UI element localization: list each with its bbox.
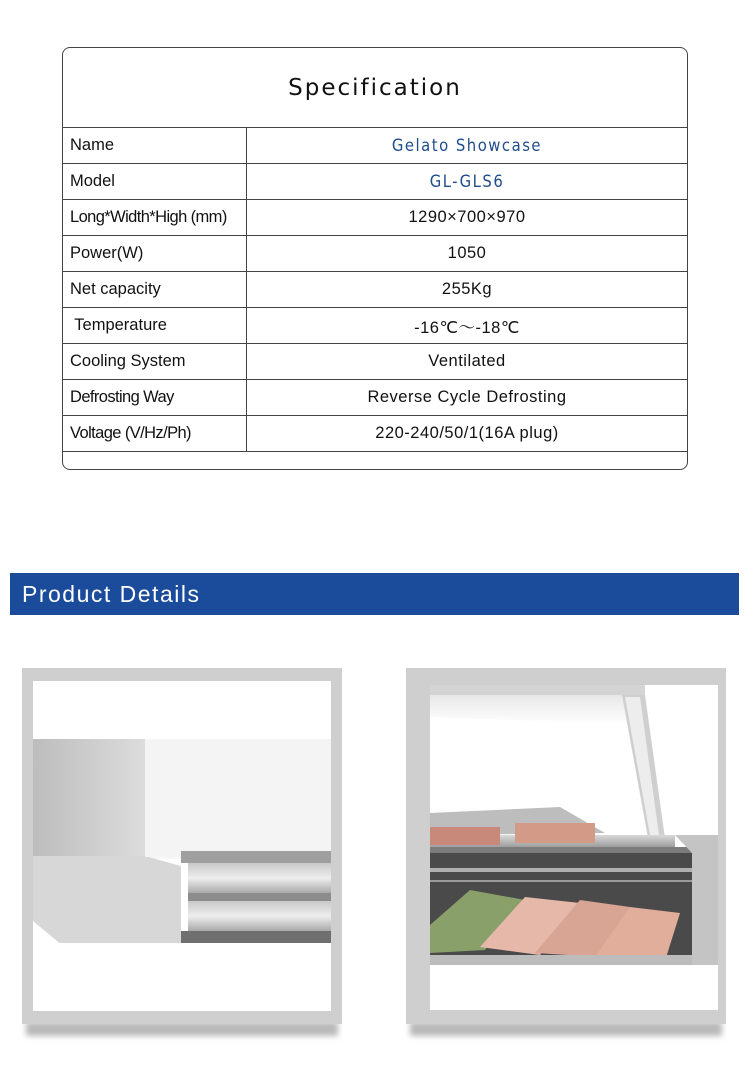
spec-row-temperature [63, 308, 687, 344]
spec-value: 1050 [447, 244, 487, 262]
product-details-heading: Product Details [22, 580, 201, 607]
specification-title: Specification [63, 48, 687, 128]
showcase-interior-image [430, 685, 718, 1010]
spec-label: Defrosting Way [63, 380, 247, 415]
spec-value: Ventilated [428, 352, 506, 370]
spec-row-net-capacity [63, 272, 687, 308]
product-photo-base [22, 668, 342, 1024]
spec-row-defrosting-way [63, 380, 687, 416]
spec-value: -16℃～-18℃ [414, 318, 520, 337]
spec-value: Gelato Showcase [391, 136, 543, 155]
spec-label: Net capacity [63, 272, 247, 307]
spec-label: Name [63, 128, 247, 163]
spec-value: GL-GLS6 [429, 172, 505, 191]
spec-value: 255Kg [441, 280, 493, 298]
spec-label: Power(W) [63, 236, 247, 271]
spec-row-cooling-system [63, 344, 687, 380]
cabinet-base-image [33, 681, 331, 1011]
product-details-banner [10, 573, 739, 615]
spec-row-dimensions [63, 200, 687, 236]
spec-value: 1290×700×970 [408, 208, 526, 226]
specification-table [62, 47, 688, 470]
spec-row-model [63, 164, 687, 200]
spec-value: 220-240/50/1(16A plug) [375, 424, 559, 442]
spec-value: Reverse Cycle Defrosting [367, 388, 567, 406]
spec-label: Voltage (V/Hz/Ph) [63, 416, 247, 451]
spec-row-power [63, 236, 687, 272]
spec-label: Temperature [63, 308, 247, 343]
product-photo-interior [406, 668, 726, 1024]
spec-label: Model [63, 164, 247, 199]
spec-row-voltage [63, 416, 687, 452]
spec-label: Long*Width*High (mm) [63, 200, 247, 235]
spec-label: Cooling System [63, 344, 247, 379]
spec-row-name [63, 128, 687, 164]
